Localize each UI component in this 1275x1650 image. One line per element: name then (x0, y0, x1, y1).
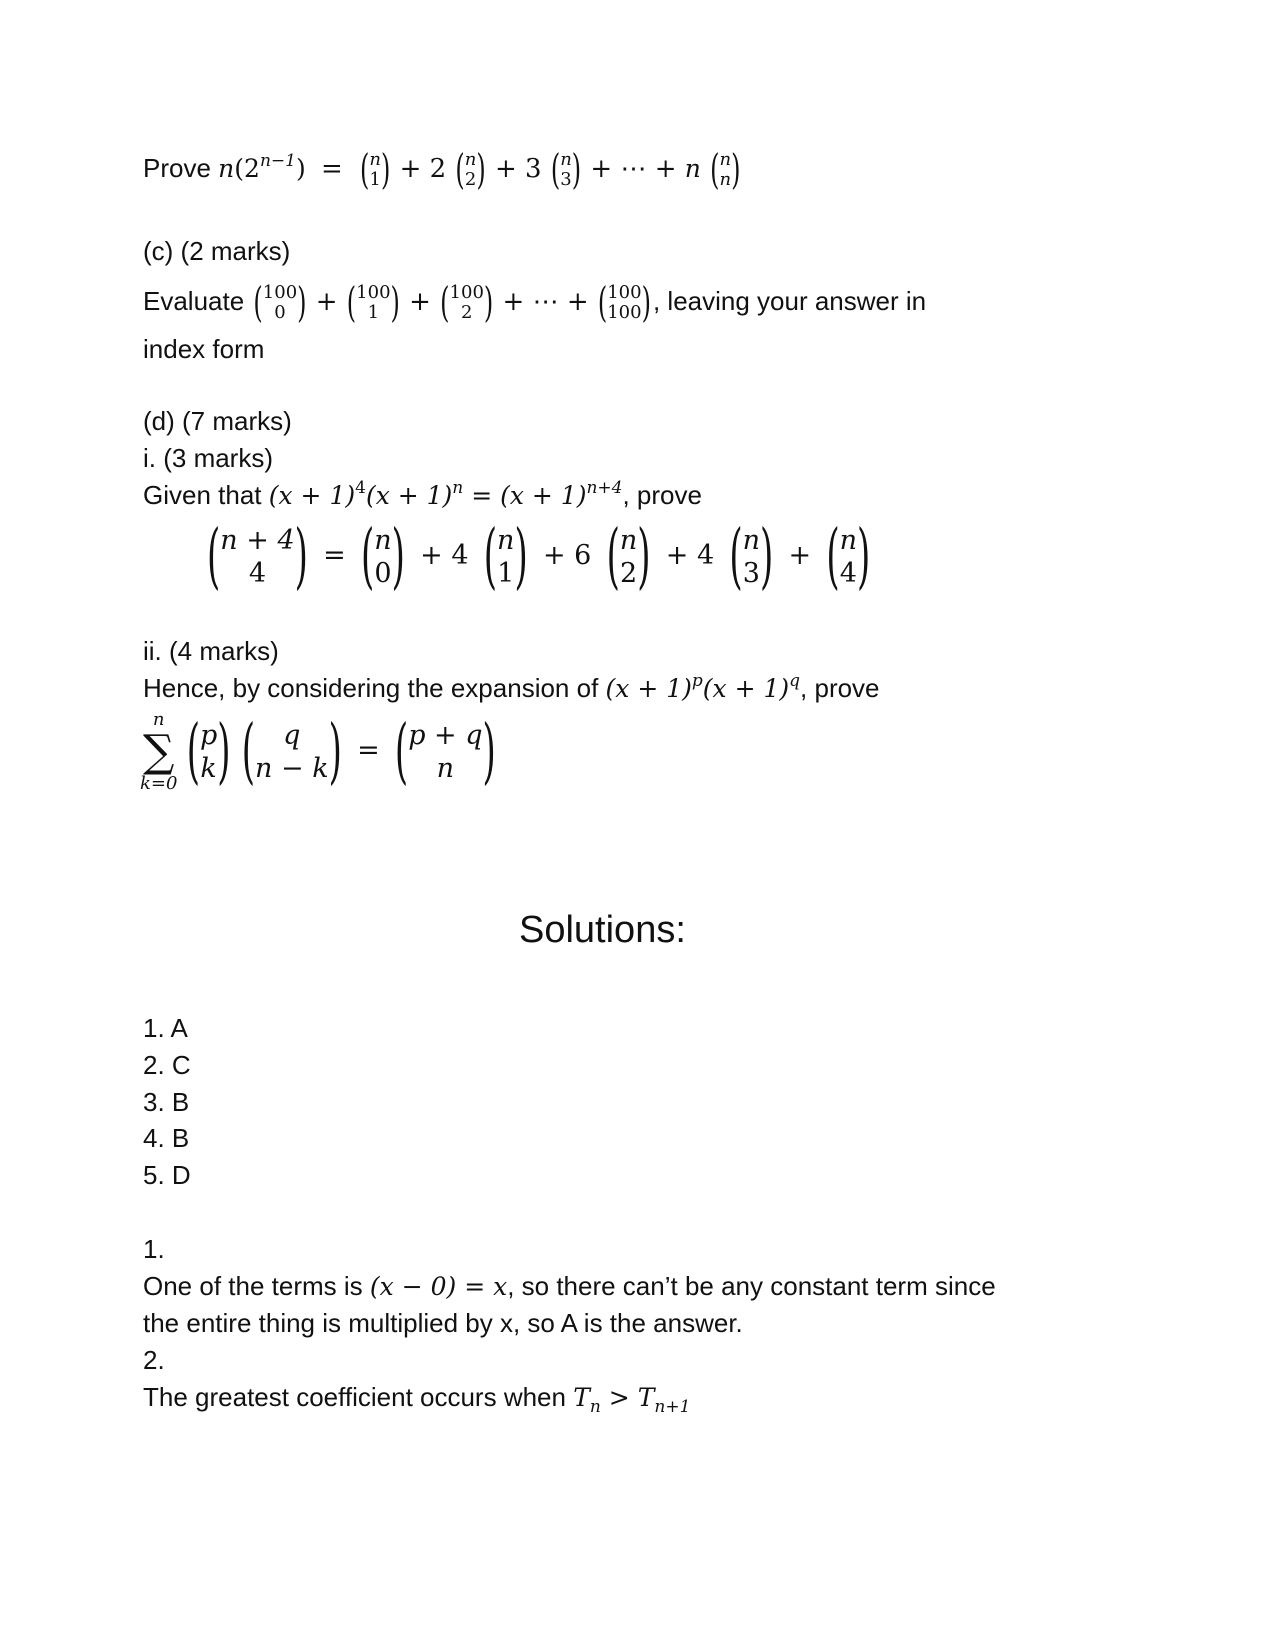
binomial-n-1: ( n 1 ) (359, 146, 391, 194)
solutions-title: Solutions: (519, 909, 686, 951)
prove-lhs: $n(2^{n-1})$ (218, 150, 306, 183)
answer-item: 1. A (143, 1013, 188, 1043)
prove-statement: Prove $n(2^{n-1})$ = ( n 1 ) + 2 ( n 2 ) + 3 ( n 3 ) + ⋯ + n ( n n ) (143, 146, 741, 194)
answer-item: 2. C (143, 1050, 191, 1080)
solution-1-line1: One of the terms is (x − 0) = x, so there can’t be any constant term since (143, 1271, 996, 1301)
solution-2-label: 2. (143, 1345, 165, 1375)
summation-sign: n ∑ k=0 (140, 709, 178, 795)
answer-item: 4. B (143, 1123, 190, 1153)
binomial-p-k: ( p k ) (186, 710, 231, 795)
binomial-p-plus-q-n: ( p + q n ) (394, 710, 496, 795)
d-i-heading: i. (3 marks) (143, 443, 273, 473)
c-heading: (c) (2 marks) (143, 236, 291, 266)
binomial-100-1: ( 100 1 ) (346, 279, 400, 327)
d-heading: (d) (7 marks) (143, 406, 292, 436)
binomial-n-3: ( n 3 ) (550, 146, 582, 194)
binomial-100-2: ( 100 2 ) (440, 279, 494, 327)
binomial-n-n: ( n n ) (710, 146, 741, 194)
evaluate-line2: index form (143, 334, 265, 364)
solution-2-line1: The greatest coefficient occurs when $T_n > T_{n+1}$ (143, 1382, 691, 1417)
answer-item: 5. D (143, 1160, 191, 1190)
answer-item: 3. B (143, 1087, 190, 1117)
identity-equation: ( n + 4 4 ) = ( n 0 ) + 4 ( n 1 ) + 6 ( n 2 ) + 4 ( n 3 ) + ( n 4 ) (207, 515, 871, 600)
prove-word: Prove (143, 152, 211, 183)
d-ii-heading: ii. (4 marks) (143, 636, 279, 666)
binomial-n-plus-4-4: ( n + 4 4 ) (207, 515, 308, 600)
binomial-q-n-minus-k: ( q n − k ) (241, 710, 342, 795)
binomial-100-0: ( 100 0 ) (253, 279, 307, 327)
binomial-n-0: ( n 0 ) (360, 515, 405, 600)
binomial-n-2-identity: ( n 2 ) (606, 515, 651, 600)
binomial-n-4-identity: ( n 4 ) (826, 515, 871, 600)
solution-1-label: 1. (143, 1234, 165, 1264)
binomial-n-2: ( n 2 ) (455, 146, 486, 194)
binomial-n-3-identity: ( n 3 ) (729, 515, 774, 600)
binomial-100-100: ( 100 100 ) (597, 279, 651, 327)
solution-1-line2: the entire thing is multiplied by x, so A is the answer. (143, 1308, 743, 1338)
vandermonde-equation: n ∑ k=0 ( p k ) ( q n − k ) = ( p + q n ) (140, 705, 498, 797)
evaluate-statement: Evaluate ( 100 0 ) + ( 100 1 ) + ( 100 2 ) + ⋯ + ( 100 100 ) , leaving your answer in (143, 279, 927, 327)
binomial-n-1-identity: ( n 1 ) (483, 515, 528, 600)
hence-statement: Hence, by considering the expansion of $(x + 1)^p(x + 1)^q$, prove (143, 671, 880, 703)
given-statement: Given that $(x + 1)^4(x + 1)^n = (x + 1)^{n+4}$, prove (143, 478, 702, 510)
